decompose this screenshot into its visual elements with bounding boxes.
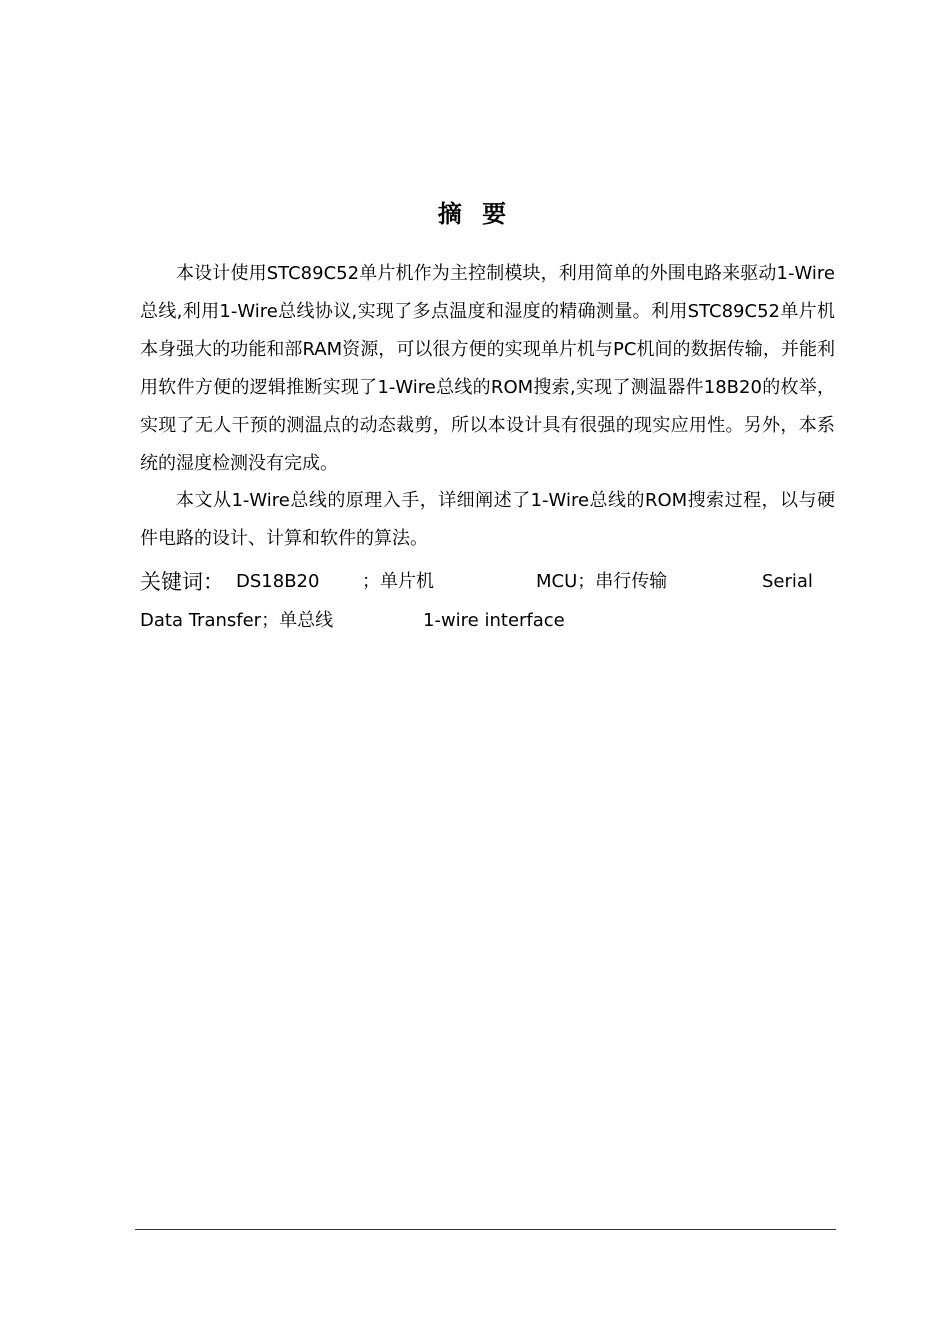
abstract-paragraph-1: 本设计使用STC89C52单片机作为主控制模块，利用简单的外围电路来驱动1-Wire总线,利用1-Wire总线协议,实现了多点温度和湿度的精确测量。利用STC89C52单片机本身强大的功能和部RAM资源，可以很方便的实现单片机与PC机间的数据传输，并能利用软件方便的逻辑推断实现了1-Wire总线的ROM搜索,实现了测温器件18B20的枚举，实现了无人干预的测温点的动态裁剪，所以本设计具有很强的现实应用性。另外，本系统的湿度检测没有完成。	[140, 263, 835, 474]
footer-rule	[135, 1229, 836, 1230]
keyword-serial: Serial	[762, 571, 813, 592]
keyword-1wire-interface: 1-wire interface	[423, 610, 565, 631]
keyword-data-transfer: Data Transfer；单总线	[140, 610, 334, 631]
keyword-mcu-cn: ；单片机	[362, 571, 434, 592]
page-title: 摘 要	[437, 200, 513, 228]
keyword-ds18b20: DS18B20	[236, 571, 320, 592]
abstract-paragraph-2: 本文从1-Wire总线的原理入手，详细阐述了1-Wire总线的ROM搜索过程，以与硬件电路的设计、计算和软件的算法。	[140, 490, 835, 549]
keywords-line-2	[140, 602, 835, 640]
keywords-line-1	[140, 563, 835, 601]
keywords-label: 关键词：	[140, 570, 224, 594]
keyword-mcu-serial: MCU；串行传输	[536, 571, 668, 592]
